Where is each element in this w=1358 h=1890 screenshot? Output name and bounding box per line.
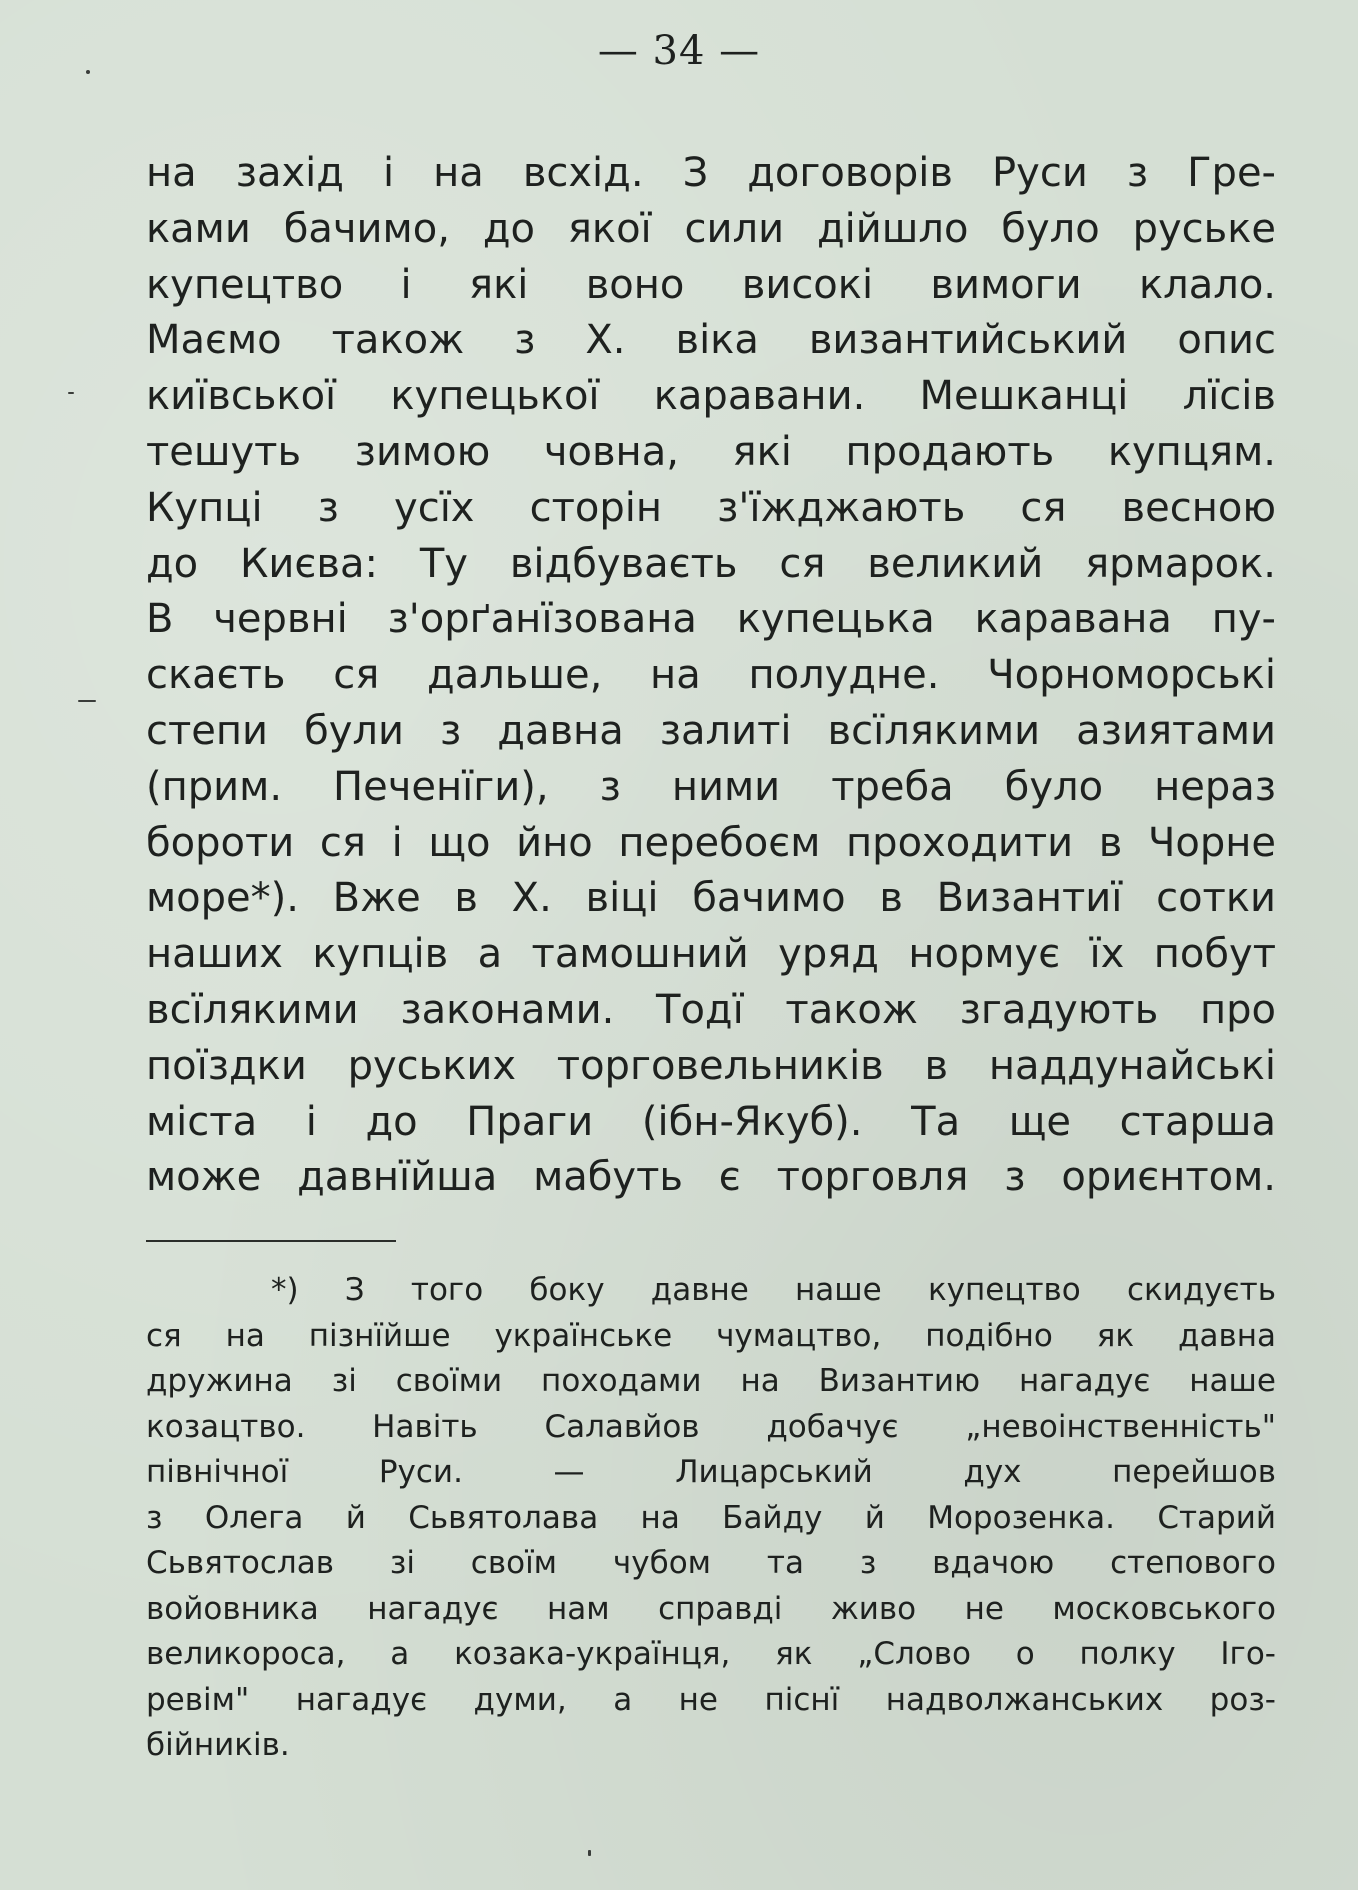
text-line: купецтво і які воно високі вимоги клало. [146,261,1276,308]
text-line: тешуть зимою човна, які продають купцям. [146,428,1276,475]
text-line: Купці з усїх сторін з'їжджають ся весною [146,484,1276,531]
paper-speck [78,700,96,702]
footnote-line: великороса, а козака-українця, як „Слово о полку Іго- [146,1636,1276,1672]
footnote-line: дружина зі своїми походами на Византию нагадує наше [146,1363,1276,1399]
text-line: на захід і на всхід. З договорів Руси з Гре- [146,150,1276,196]
text-line: всїлякими законами. Тодї також згадують про [146,986,1276,1033]
text-line: наших купців а тамошний уряд нормує їх побут [146,931,1276,978]
text-line: степи були з давна залиті всїлякими азиятами [146,707,1276,754]
text-line: бороти ся і що йно перебоєм проходити в Чорне [146,819,1276,866]
footnote-line: козацтво. Навіть Салавйов добачує „невоінственність" [146,1408,1276,1445]
text-line: може давнїйша мабуть є торговля з ориєнтом. [146,1154,1276,1201]
text-line: море*). Вже в X. віці бачимо в Византиї сотки [146,875,1276,922]
page-number: — 34 — [597,28,761,74]
footnote-line: бійників. [146,1727,290,1763]
footnote-line: *) З того боку давне наше купецтво скидуєть [271,1272,1276,1308]
text-line: Маємо також з X. віка византийський опис [146,317,1276,364]
footnote-line: ревім" нагадує думи, а не піснї надволжанських роз- [146,1681,1276,1718]
text-line: (прим. Печенїги), з ними треба було нераз [146,763,1276,810]
footnote-line: войовника нагадує нам справді живо не московського [146,1590,1276,1627]
footnote-line: північної Руси. — Лицарський дух перейшов [146,1454,1276,1490]
paper-speck [68,392,74,394]
footnote-line: Сьвятослав зі своїм чубом та з вдачою степового [146,1545,1276,1581]
text-line: скаєть ся дальше, на полудне. Чорноморські [146,652,1276,699]
paper-speck [86,70,90,74]
footnote-line: з Олега й Сьвятолава на Байду й Морозенка. Старий [146,1499,1276,1536]
text-line: В червні з'орґанїзована купецька каравана пу- [146,596,1276,643]
text-line: до Києва: Ту відбуваєть ся великий ярмарок. [146,540,1276,587]
footnote-block [146,1268,1276,1769]
text-line: поїздки руських торговельників в наддунайські [146,1042,1276,1089]
footnote-line: ся на пізнїйше українське чумацтво, подібно як давна [146,1317,1276,1354]
main-text-block [146,146,1276,1206]
text-line: міста і до Праги (ібн-Якуб). Та ще старша [146,1098,1276,1145]
text-line: ками бачимо, до якої сили дійшло було руське [146,205,1276,252]
text-line: київської купецької каравани. Мешканці лїсів [146,373,1276,420]
footnote-divider [146,1240,396,1242]
paper-speck [588,1850,591,1856]
